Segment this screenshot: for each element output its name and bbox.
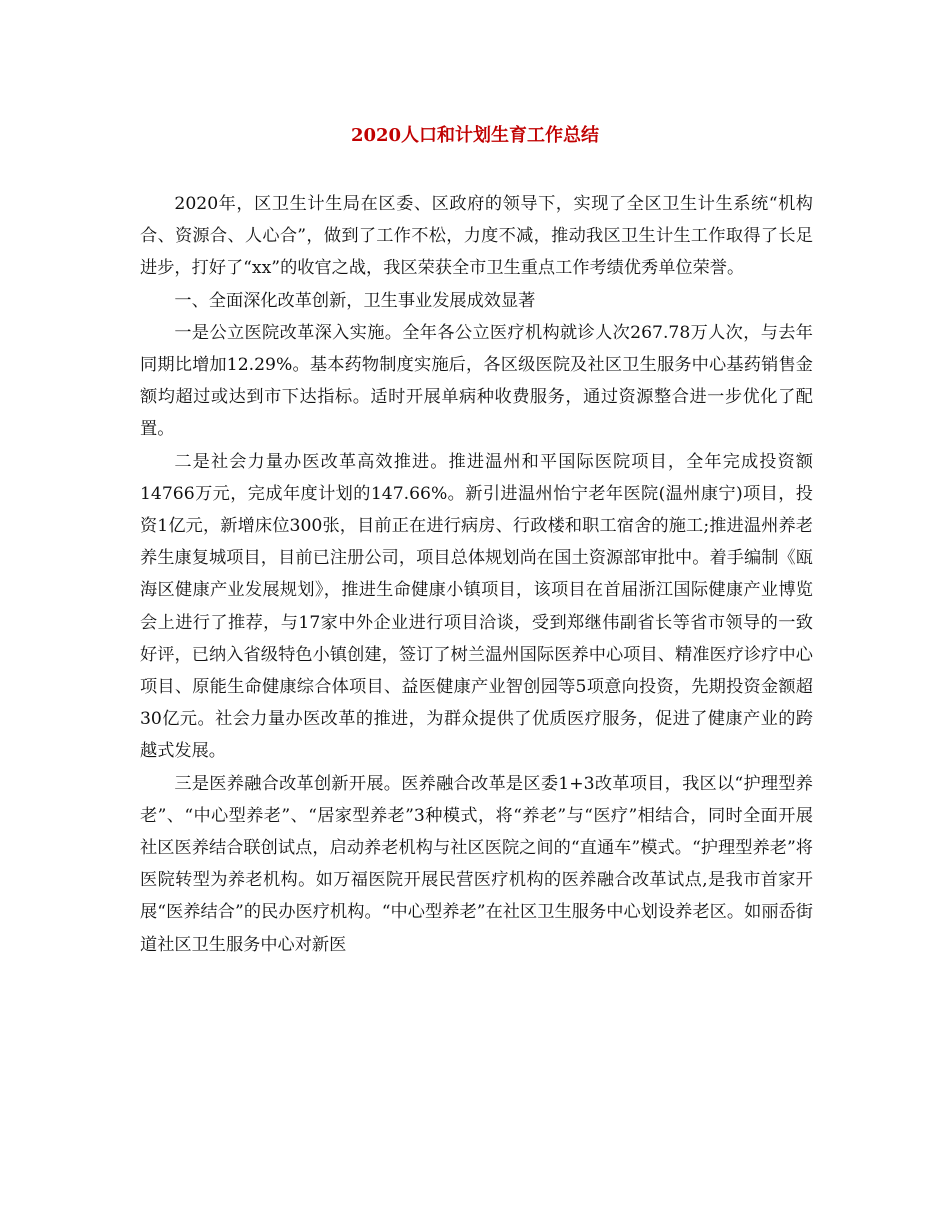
paragraph-medical-elderly-care: 三是医养融合改革创新开展。医养融合改革是区委1+3改革项目，我区以“护理型养老”、“中心型养老”、“居家型养老”3种模式，将“养老”与“医疗”相结合，同时全面开展社区医养结合联创试点，启动养老机构与社区医院之间的“直通车”模式。“护理型养老”将医院转型为养老机构。如万福医院开展民营医疗机构的医养融合改革试点,是我市首家开展“医养结合”的民办医疗机构。“中心型养老”在社区卫生服务中心划设养老区。如丽岙街道社区卫生服务中心对新医: [140, 773, 813, 955]
paragraph-public-hospital-reform: 一是公立医院改革深入实施。全年各公立医疗机构就诊人次267.78万人次，与去年同期比增加12.29%。基本药物制度实施后，各区级医院及社区卫生服务中心基药销售金额均超过或达到市下达指标。适时开展单病种收费服务，通过资源整合进一步优化了配置。: [140, 322, 813, 440]
section-heading: 一、全面深化改革创新，卫生事业发展成效显著: [174, 290, 536, 311]
document-title: 2020人口和计划生育工作总结: [350, 125, 600, 146]
document-body: [140, 188, 813, 961]
paragraph-intro: 2020年，区卫生计生局在区委、区政府的领导下，实现了全区卫生计生系统“机构合、资源合、人心合”，做到了工作不松，力度不减，推动我区卫生计生工作取得了长足进步，打好了“xx”的收官之战，我区荣获全市卫生重点工作考绩优秀单位荣誉。: [140, 194, 813, 279]
paragraph-social-medical-reform: 二是社会力量办医改革高效推进。推进温州和平国际医院项目，全年完成投资额14766万元，完成年度计划的147.66%。新引进温州怡宁老年医院(温州康宁)项目，投资1亿元，新增床位300张，目前正在进行病房、行政楼和职工宿舍的施工;推进温州养老养生康复城项目，目前已注册公司，项目总体规划尚在国土资源部审批中。着手编制《瓯海区健康产业发展规划》，推进生命健康小镇项目，该项目在首届浙江国际健康产业博览会上进行了推荐，与17家中外企业进行项目洽谈，受到郑继伟副省长等省市领导的一致好评，已纳入省级特色小镇创建，签订了树兰温州国际医养中心项目、精准医疗诊疗中心项目、原能生命健康综合体项目、益医健康产业智创园等5项意向投资，先期投资金额超30亿元。社会力量办医改革的推进，为群众提供了优质医疗服务，促进了健康产业的跨越式发展。: [140, 451, 813, 762]
